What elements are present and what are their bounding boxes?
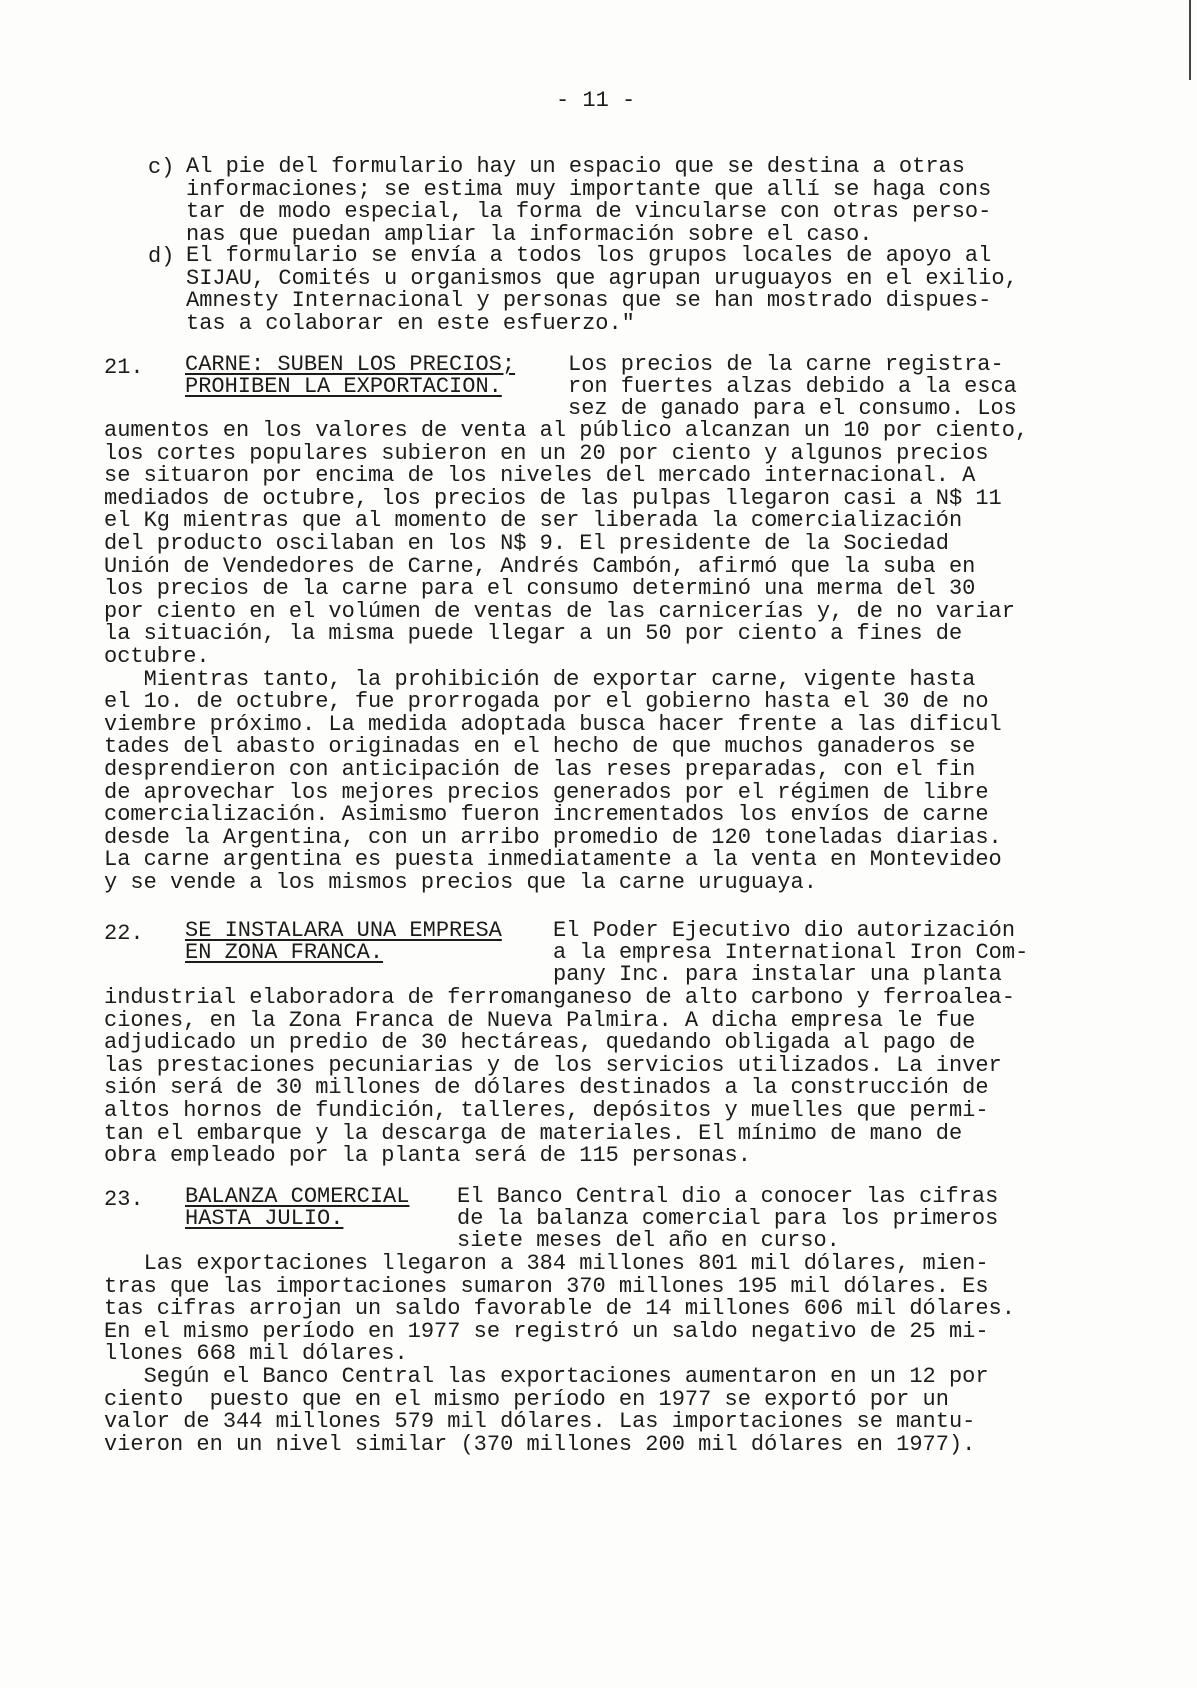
text-line: octubre. [104, 643, 210, 669]
text-line: Unión de Vendedores de Carne, Andrés Cambón, afirmó que la suba en [104, 553, 976, 579]
text-line: Mientras tanto, la prohibición de exportar carne, vigente hasta [104, 666, 976, 692]
section-23-number: 23. [104, 1187, 144, 1212]
text-line: a la empresa International Iron Com- [553, 940, 1029, 966]
text-line: Los precios de la carne registra- [568, 352, 1004, 377]
heading-line: PROHIBEN LA EXPORTACION. [185, 374, 502, 399]
text-line: informaciones; se estima muy importante que allí se haga cons [186, 176, 992, 202]
text-line: aumentos en los valores de venta al público alcanzan un 10 por ciento, [104, 418, 1029, 443]
text-line: del producto oscilaban en los N$ 9. El presidente de la Sociedad [104, 530, 949, 556]
text-line: ron fuertes alzas debido a la esca [568, 374, 1017, 400]
text-line: los precios de la carne para el consumo determinó una merma del 30 [104, 576, 976, 602]
item-d-label: d) [148, 244, 175, 269]
text-line: la situación, la misma puede llegar a un 50 por ciento a fines de [104, 621, 963, 647]
text-line: tas a colaborar en este esfuerzo." [186, 311, 635, 337]
heading-line: SE INSTALARA UNA EMPRESA [185, 918, 502, 943]
text-line: por ciento en el volúmen de ventas de las carnicerías y, de no variar [104, 598, 1015, 624]
text-line: sez de ganado para el consumo. Los [568, 396, 1017, 422]
text-line: El Banco Central dio a conocer las cifras [457, 1184, 999, 1209]
text-line: Las exportaciones llegaron a 384 millones 801 mil dólares, mien- [104, 1251, 989, 1276]
section-21-body [104, 420, 1028, 894]
text-line: mediados de octubre, los precios de las pulpas llegaron casi a N$ 11 [104, 485, 1002, 511]
text-line: sión será de 30 millones de dólares destinados a la construcción de [104, 1075, 989, 1101]
text-line: ciento puesto que en el mismo período en 1977 se exportó por un [104, 1386, 949, 1412]
section-21-number: 21. [104, 355, 144, 380]
text-line: El Poder Ejecutivo dio autorización [553, 918, 1016, 943]
text-line: y se vende a los mismos precios que la carne uruguaya. [104, 869, 817, 895]
heading-line: BALANZA COMERCIAL [185, 1184, 410, 1209]
text-line: los cortes populares subieron en un 20 por ciento y algunos precios [104, 440, 989, 466]
text-line: el 1o. de octubre, fue prorrogada por el gobierno hasta el 30 de no [104, 689, 989, 715]
section-22-body [104, 987, 1015, 1168]
section-23-lead [457, 1186, 998, 1253]
section-23-body [104, 1253, 1015, 1456]
text-line: Amnesty Internacional y personas que se han mostrado dispues- [186, 288, 992, 314]
text-line: se situaron por encima de los niveles del mercado internacional. A [104, 463, 976, 489]
text-line: El formulario se envía a todos los grupos locales de apoyo al [186, 243, 992, 268]
page-number: - 11 - [556, 88, 636, 113]
text-line: tas cifras arrojan un saldo favorable de 14 millones 606 mil dólares. [104, 1296, 1015, 1322]
text-line: tar de modo especial, la forma de vincularse con otras perso- [186, 199, 992, 225]
heading-line: CARNE: SUBEN LOS PRECIOS; [185, 352, 516, 377]
text-line: Según el Banco Central las exportaciones aumentaron en un 12 por [104, 1363, 989, 1389]
text-line: ciones, en la Zona Franca de Nueva Palmira. A dicha empresa le fue [104, 1007, 976, 1033]
section-21-lead [568, 354, 1017, 421]
text-line: desprendieron con anticipación de las reses preparadas, con el fin [104, 756, 976, 782]
section-22-lead [553, 920, 1028, 987]
text-line: valor de 344 millones 579 mil dólares. Las importaciones se mantu- [104, 1409, 976, 1435]
text-line: llones 668 mil dólares. [104, 1341, 408, 1367]
text-line: pany Inc. para instalar una planta [553, 962, 1002, 988]
text-line: En el mismo período en 1977 se registró un saldo negativo de 25 mi- [104, 1318, 989, 1344]
item-c-text [186, 156, 991, 247]
item-d-text [186, 245, 1018, 336]
text-line: industrial elaboradora de ferromanganeso de alto carbono y ferroalea- [104, 985, 1015, 1010]
text-line: tras que las importaciones sumaron 370 millones 195 mil dólares. Es [104, 1273, 989, 1299]
text-line: viembre próximo. La medida adoptada busca hacer frente a las dificul [104, 711, 1002, 737]
text-line: tan el embarque y la descarga de materiales. El mínimo de mano de [104, 1120, 963, 1146]
section-23-heading [185, 1186, 409, 1230]
heading-line: HASTA JULIO. [185, 1206, 344, 1231]
text-line: de aprovechar los mejores precios generados por el régimen de libre [104, 779, 989, 805]
section-21-heading [185, 354, 515, 398]
text-line: desde la Argentina, con un arribo promedio de 120 toneladas diarias. [104, 824, 1002, 850]
text-line: tades del abasto originadas en el hecho de que muchos ganaderos se [104, 734, 976, 760]
section-22-heading [185, 920, 502, 964]
text-line: las prestaciones pecuniarias y de los servicios utilizados. La inver [104, 1052, 1002, 1078]
section-22-number: 22. [104, 921, 144, 946]
item-c-label: c) [148, 155, 175, 180]
text-line: La carne argentina es puesta inmediatamente a la venta en Montevideo [104, 847, 1002, 873]
text-line: altos hornos de fundición, talleres, depósitos y muelles que permi- [104, 1097, 989, 1123]
text-line: vieron en un nivel similar (370 millones 200 mil dólares en 1977). [104, 1431, 976, 1457]
text-line: nas que puedan ampliar la información sobre el caso. [186, 222, 873, 248]
text-line: Al pie del formulario hay un espacio que se destina a otras [186, 154, 965, 179]
page-edge-line [1189, 0, 1191, 80]
text-line: comercialización. Asimismo fueron incrementados los envíos de carne [104, 802, 989, 828]
text-line: siete meses del año en curso. [457, 1228, 840, 1254]
heading-line: EN ZONA FRANCA. [185, 940, 384, 965]
text-line: obra empleado por la planta será de 115 personas. [104, 1143, 751, 1169]
text-line: de la balanza comercial para los primeros [457, 1206, 999, 1232]
text-line: adjudicado un predio de 30 hectáreas, quedando obligada al pago de [104, 1030, 976, 1056]
text-line: el Kg mientras que al momento de ser liberada la comercialización [104, 508, 963, 534]
text-line: SIJAU, Comités u organismos que agrupan uruguayos en el exilio, [186, 265, 1018, 291]
